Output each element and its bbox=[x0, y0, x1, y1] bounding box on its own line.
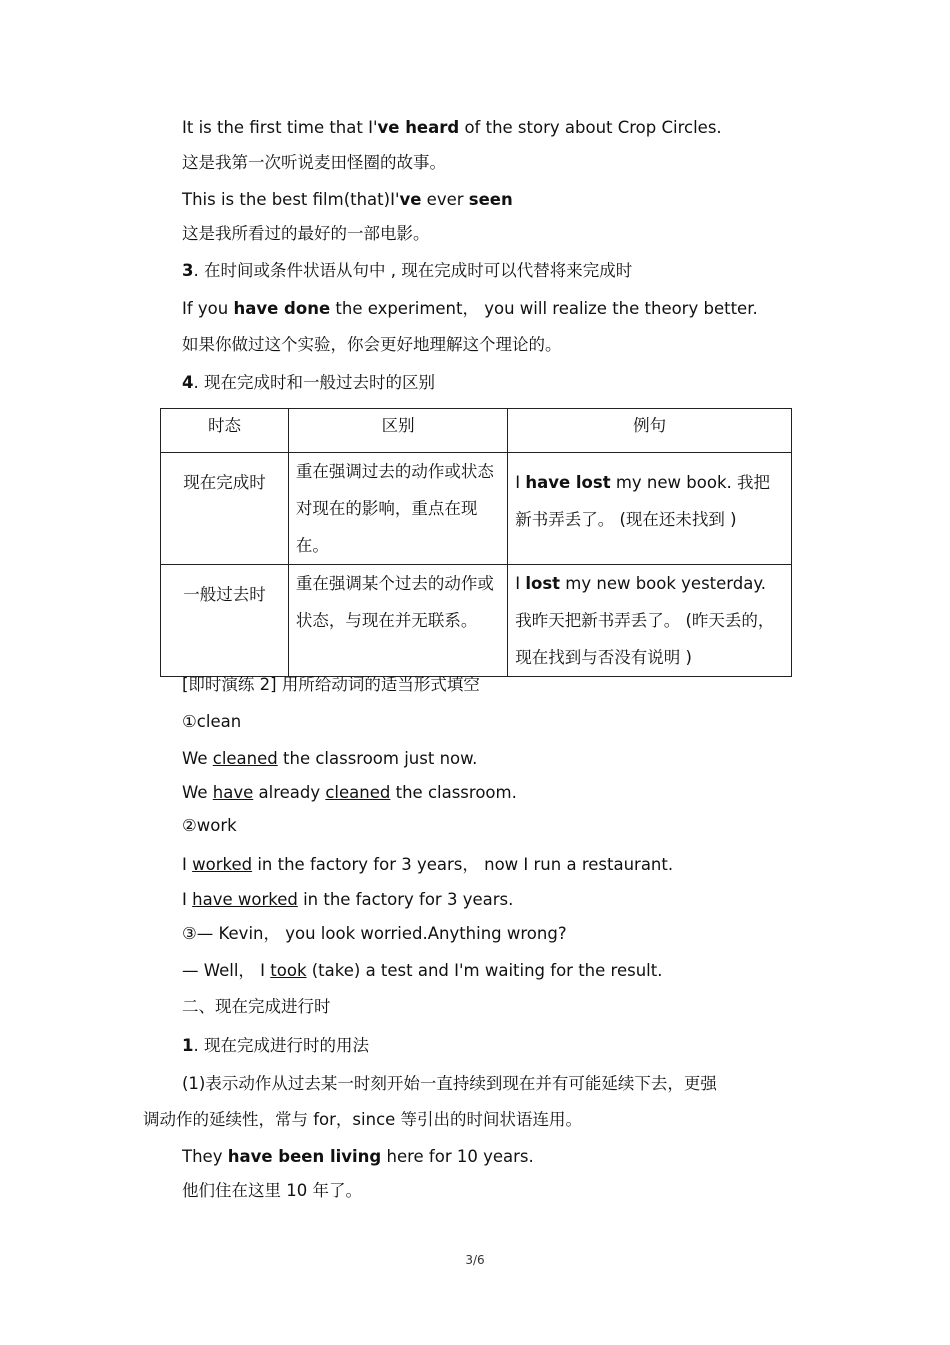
text: the classroom just now. bbox=[277, 749, 478, 768]
page-number: 3/6 bbox=[465, 1253, 485, 1267]
exercise-q3b bbox=[182, 960, 662, 982]
text: the classroom. bbox=[390, 783, 517, 802]
table-row bbox=[161, 453, 792, 565]
exercise-q2: ②work bbox=[182, 816, 237, 835]
bold-text: have been living bbox=[227, 1147, 382, 1166]
text: . 现在完成时和一般过去时的区别 bbox=[193, 373, 435, 392]
text: my new book yesterday. 我昨天把新书弄丢了。 (昨天丢的，现在找到与否没有说明 ) bbox=[515, 574, 775, 667]
text: I bbox=[182, 855, 193, 874]
comparison-table bbox=[160, 408, 792, 677]
item-number: 3 bbox=[182, 261, 194, 280]
text: in the factory for 3 years. bbox=[297, 890, 514, 909]
subsection-heading bbox=[182, 1035, 369, 1057]
paragraph-line: (1)表示动作从过去某一时刻开始一直持续到现在并有可能延续下去，更强 bbox=[182, 1074, 717, 1093]
bold-text: ve bbox=[399, 190, 422, 209]
line-2: 这是我第一次听说麦田怪圈的故事。 bbox=[182, 153, 446, 172]
bold-text: seen bbox=[468, 190, 513, 209]
text: It is the first time that I' bbox=[182, 118, 378, 137]
text: the experiment， you will realize the theory better. bbox=[330, 299, 758, 318]
paragraph-line: 调动作的延续性，常与 for，since 等引出的时间状语连用。 bbox=[143, 1110, 583, 1129]
example-cell bbox=[508, 453, 792, 565]
answer: cleaned bbox=[325, 783, 391, 802]
exercise-q1a bbox=[182, 748, 477, 770]
text: already bbox=[253, 783, 326, 802]
answer: took bbox=[270, 961, 307, 980]
line-8 bbox=[182, 372, 435, 394]
header-cell: 区别 bbox=[288, 409, 507, 453]
answer: have bbox=[212, 783, 254, 802]
text: This is the best film(that)I' bbox=[182, 190, 400, 209]
line-4: 这是我所看过的最好的一部电影。 bbox=[182, 224, 430, 243]
text: . 现在完成进行时的用法 bbox=[193, 1036, 369, 1055]
difference-cell: 重在强调某个过去的动作或状态，与现在并无联系。 bbox=[288, 565, 507, 677]
text: ever bbox=[421, 190, 469, 209]
answer: worked bbox=[192, 855, 253, 874]
text: We bbox=[182, 783, 213, 802]
exercise-q2b bbox=[182, 889, 513, 911]
item-number: 4 bbox=[182, 373, 194, 392]
line-1 bbox=[182, 117, 722, 139]
example-line bbox=[182, 1146, 534, 1168]
text: here for 10 years. bbox=[381, 1147, 534, 1166]
exercise-q1: ①clean bbox=[182, 712, 242, 731]
difference-cell: 重在强调过去的动作或状态对现在的影响，重点在现在。 bbox=[288, 453, 507, 565]
text: — Well， I bbox=[182, 961, 271, 980]
text: in the factory for 3 years， now I run a restaurant. bbox=[252, 855, 674, 874]
text: They bbox=[182, 1147, 228, 1166]
line-6 bbox=[182, 298, 758, 320]
section-heading: 二、现在完成进行时 bbox=[182, 997, 331, 1016]
text: I bbox=[515, 473, 526, 492]
item-number: 1 bbox=[182, 1036, 194, 1055]
table-header-row bbox=[161, 409, 792, 453]
header-cell: 时态 bbox=[161, 409, 289, 453]
tense-cell: 一般过去时 bbox=[161, 565, 289, 677]
text: I bbox=[515, 574, 526, 593]
text: I bbox=[182, 890, 193, 909]
text: my new book. 我把新书弄丢了。 (现在还未找到 ) bbox=[515, 473, 770, 529]
text: . 在时间或条件状语从句中 , 现在完成时可以代替将来完成时 bbox=[193, 261, 633, 280]
example-cell bbox=[508, 565, 792, 677]
exercise-q1b bbox=[182, 782, 517, 804]
line-7: 如果你做过这个实验，你会更好地理解这个理论的。 bbox=[182, 335, 562, 354]
bold-text: ve heard bbox=[377, 118, 460, 137]
answer: have worked bbox=[192, 890, 298, 909]
exercise-q2a bbox=[182, 854, 673, 876]
line-5 bbox=[182, 260, 632, 282]
text: We bbox=[182, 749, 213, 768]
header-cell: 例句 bbox=[508, 409, 792, 453]
line-3 bbox=[182, 189, 513, 211]
bold-text: lost bbox=[525, 574, 561, 593]
text: of the story about Crop Circles. bbox=[459, 118, 722, 137]
text: If you bbox=[182, 299, 234, 318]
text: (take) a test and I'm waiting for the result. bbox=[306, 961, 663, 980]
exercise-title: [即时演练 2] 用所给动词的适当形式填空 bbox=[182, 675, 480, 694]
exercise-q3: ③— Kevin， you look worried.Anything wrong? bbox=[182, 924, 567, 943]
example-translation: 他们住在这里 10 年了。 bbox=[182, 1181, 362, 1200]
tense-cell: 现在完成时 bbox=[161, 453, 289, 565]
bold-text: have lost bbox=[525, 473, 611, 492]
table-row bbox=[161, 565, 792, 677]
bold-text: have done bbox=[233, 299, 331, 318]
answer: cleaned bbox=[212, 749, 278, 768]
